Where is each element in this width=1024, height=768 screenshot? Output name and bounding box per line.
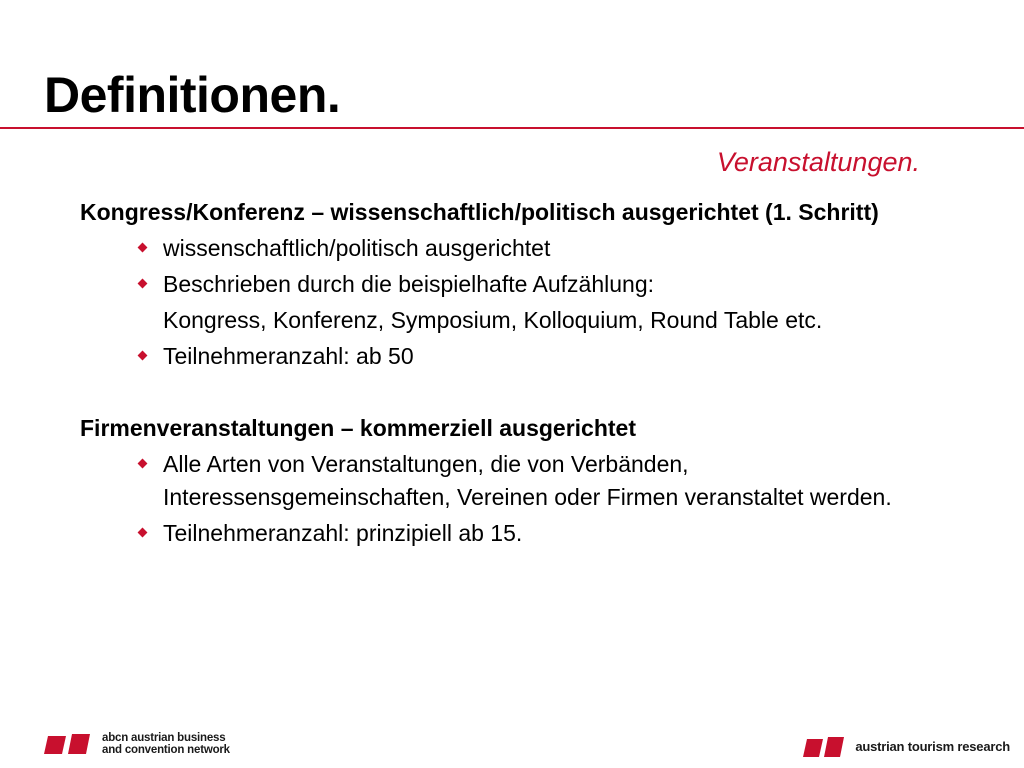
slide-subtitle: Veranstaltungen. xyxy=(716,147,920,177)
red-bars-logo-icon xyxy=(44,732,96,756)
austrian-tourism-research-logo xyxy=(803,736,1010,758)
list-item-text: wissenschaftlich/politisch ausgerichtet xyxy=(163,235,551,261)
abcn-logo xyxy=(44,731,230,757)
slide-content xyxy=(80,196,980,553)
section-heading-firmen: Firmenveranstaltungen – kommerziell ausgerichtet xyxy=(80,415,637,441)
list-item xyxy=(80,340,980,373)
list-item-text: Teilnehmeranzahl: ab 50 xyxy=(163,343,414,369)
list-item xyxy=(80,232,980,265)
list-item xyxy=(80,448,980,514)
title-divider-rule xyxy=(0,127,1024,129)
list-continuation-text: Kongress, Konferenz, Symposium, Kolloquium, Round Table etc. xyxy=(163,307,823,333)
red-bars-logo-icon xyxy=(803,736,849,758)
austrian-tourism-research-text: austrian tourism research xyxy=(855,739,1010,754)
section-heading-kongress: Kongress/Konferenz – wissenschaftlich/politisch ausgerichtet (1. Schritt) xyxy=(80,199,879,225)
diamond-bullet-icon xyxy=(138,243,148,253)
abcn-logo-line1: abcn austrian business xyxy=(102,732,226,744)
diamond-bullet-icon xyxy=(138,459,148,469)
bullet-list-kongress-final xyxy=(80,340,980,373)
list-item xyxy=(80,268,980,301)
bullet-list-kongress xyxy=(80,232,980,301)
diamond-bullet-icon xyxy=(138,528,148,538)
diamond-bullet-icon xyxy=(138,279,148,289)
list-item-text: Beschrieben durch die beispielhafte Aufzählung: xyxy=(163,271,655,297)
abcn-logo-text xyxy=(102,732,230,756)
bullet-list-firmen xyxy=(80,448,980,550)
abcn-logo-line2: and convention network xyxy=(102,744,230,756)
diamond-bullet-icon xyxy=(138,351,148,361)
slide-title: Definitionen. xyxy=(44,67,341,123)
list-item-text: Teilnehmeranzahl: prinzipiell ab 15. xyxy=(163,520,523,546)
list-item xyxy=(80,517,980,550)
list-item-text: Alle Arten von Veranstaltungen, die von Verbänden, Interessensgemeinschaften, Vereinen oder Firmen veranstaltet werden. xyxy=(163,451,892,510)
